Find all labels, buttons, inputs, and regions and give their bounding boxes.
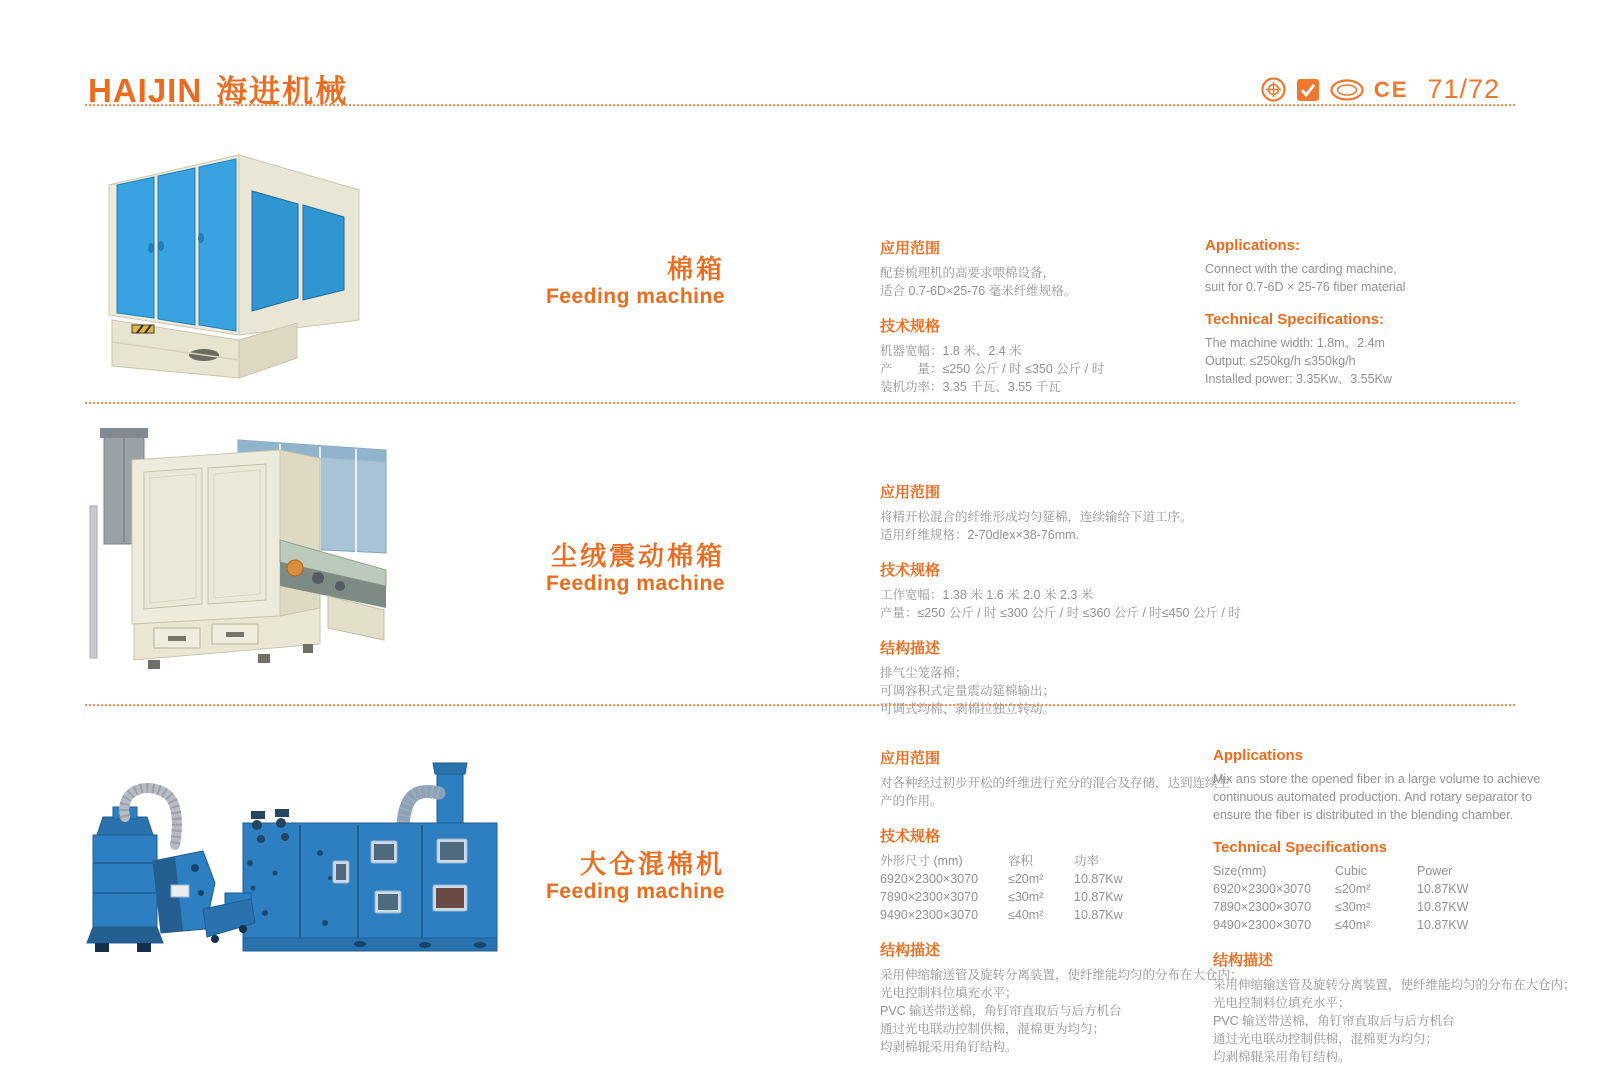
text-line: 产量：≤250 公斤 / 时 ≤300 公斤 / 时 ≤360 公斤 / 时≤450 公斤 / 时: [880, 606, 1241, 620]
table-cell: 10.87KW: [1417, 918, 1469, 932]
section-3-title: [425, 849, 725, 905]
spec-table: [1213, 862, 1563, 934]
structure-lines: [880, 664, 1240, 718]
text-line: 产的作用。: [880, 794, 943, 808]
spec-heading: 技术规格: [880, 318, 941, 335]
product-title-en: Feeding machine: [545, 572, 725, 595]
brand-logo-chinese: 海进机械: [216, 74, 349, 109]
table-cell: 10.87KW: [1417, 882, 1469, 896]
text-line: 适合 0.7-6D×25-76 毫米纤维规格。: [880, 284, 1077, 298]
text-line: The machine width: 1.8m、2.4m: [1205, 336, 1385, 350]
table-row: [1213, 898, 1563, 916]
text-line: continuous automated production. And rotary separator to: [1213, 790, 1532, 804]
table-cell: 9490×2300×3070: [880, 908, 979, 922]
table-cell: Power: [1417, 864, 1453, 878]
section-1-title: [425, 254, 725, 310]
machine-illustration-2: [88, 428, 393, 683]
table-row: [880, 870, 1210, 888]
application-block: [880, 237, 1200, 300]
structure-lines: [880, 966, 1243, 1056]
ce-mark-icon: CE: [1373, 76, 1409, 102]
text-line: 将精开松混合的纤维形成均匀筵棉，连续输给下道工序。: [880, 510, 1193, 524]
table-row: [880, 888, 1210, 906]
table-cell: ≤30m²: [1008, 890, 1044, 904]
text-line: 可调式均棉、剥棉拉独立转动。: [880, 702, 1056, 716]
spec-table: [880, 852, 1210, 924]
header-divider: [85, 104, 1515, 106]
product-title-en: Feeding machine: [545, 880, 725, 903]
text-line: 可调容积式定量震动筵棉输出；: [880, 684, 1056, 698]
table-cell: ≤30m²: [1335, 900, 1371, 914]
text-line: 通过光电联动控制供棉，混棉更为均匀；: [880, 1022, 1106, 1036]
table-cell: 10.87Kw: [1074, 872, 1123, 886]
structure-heading: 结构描述: [1213, 952, 1274, 969]
oval-badge-icon: [1329, 78, 1365, 102]
application-heading: Applications: [1213, 747, 1304, 764]
certification-area: [1260, 74, 1500, 105]
section-2-specs-cn: [880, 481, 1240, 733]
spec-heading: Technical Specifications: [1213, 839, 1387, 856]
spec-block: [1205, 311, 1545, 388]
application-lines: [880, 774, 1231, 810]
text-line: 对各种经过初步开松的纤维进行充分的混合及存储，达到连续生: [880, 776, 1231, 790]
table-cell: 6920×2300×3070: [880, 872, 979, 886]
spec-block: [880, 825, 1210, 924]
machine-photo-feeding-box: [82, 128, 412, 393]
text-line: 均剥棉辊采用角钉结构。: [1213, 1050, 1351, 1064]
text-line: 均剥棉辊采用角钉结构。: [880, 1040, 1018, 1054]
text-line: ensure the fiber is distributed in the blending chamber.: [1213, 808, 1514, 822]
application-block: [1205, 237, 1545, 296]
spec-lines: [880, 342, 1200, 396]
application-block: [880, 481, 1240, 544]
table-cell: 外形尺寸 (mm): [880, 854, 963, 868]
table-cell: 9490×2300×3070: [1213, 918, 1312, 932]
table-row: [880, 906, 1210, 924]
text-line: 工作宽幅：1.38 米 1.6 米 2.0 米 2.3 米: [880, 588, 1094, 602]
page-number: 71/72: [1427, 74, 1500, 104]
text-line: PVC 输送带送棉，角钉帘直取后与后方机台: [880, 1004, 1122, 1018]
text-line: suit for 0.7-6D × 25-76 fiber material: [1205, 280, 1406, 294]
text-line: 采用伸缩输送管及旋转分离装置，使纤维能均匀的分布在大仓内；: [880, 968, 1243, 982]
table-cell: 功率: [1074, 854, 1100, 868]
structure-block: [1213, 949, 1576, 1066]
application-lines: [880, 264, 1200, 300]
table-row: [1213, 916, 1563, 934]
table-cell: ≤40m²: [1335, 918, 1371, 932]
text-line: 光电控制料位填充水平；: [1213, 996, 1351, 1010]
application-heading: Applications:: [1205, 237, 1301, 254]
table-cell: ≤40m²: [1008, 908, 1044, 922]
machine-photo-vibrating-feeder: [88, 428, 393, 683]
seal-icon: [1260, 76, 1287, 103]
application-lines: [1205, 260, 1545, 296]
text-line: 机器宽幅：1.8 米、2.4 米: [880, 344, 1022, 358]
table-cell: ≤20m²: [1335, 882, 1371, 896]
table-cell: 容积: [1008, 854, 1034, 868]
text-line: 采用伸缩输送管及旋转分离装置，使纤维能均匀的分布在大仓内；: [1213, 978, 1576, 992]
section-divider: [85, 704, 1515, 706]
machine-illustration-1: [82, 128, 412, 393]
spec-lines: [1205, 334, 1545, 388]
table-cell: 6920×2300×3070: [1213, 882, 1312, 896]
table-cell: 7890×2300×3070: [1213, 900, 1312, 914]
application-lines: [1213, 770, 1563, 824]
check-badge-icon: [1296, 78, 1320, 102]
spec-lines: [880, 586, 1240, 622]
brand-logo-latin: HAIJIN: [88, 72, 203, 109]
product-title-cn: 尘绒震动棉箱: [550, 541, 725, 571]
product-title-cn: 大仓混棉机: [579, 849, 725, 879]
text-line: 产 量：≤250 公斤 / 时 ≤350 公斤 / 时: [880, 362, 1105, 376]
table-row: [1213, 862, 1563, 880]
section-1-specs-cn: [880, 237, 1200, 411]
text-line: Mix ans store the opened fiber in a large volume to achieve: [1213, 772, 1541, 786]
text-line: Output: ≤250kg/h ≤350kg/h: [1205, 354, 1356, 368]
spec-heading: 技术规格: [880, 562, 941, 579]
table-cell: ≤20m²: [1008, 872, 1044, 886]
structure-heading: 结构描述: [880, 640, 941, 657]
application-block: [1213, 747, 1563, 824]
text-line: Connect with the carding machine,: [1205, 262, 1397, 276]
section-divider: [85, 402, 1515, 404]
text-line: 通过光电联动控制供棉，混棉更为均匀；: [1213, 1032, 1439, 1046]
product-title-en: Feeding machine: [545, 285, 725, 308]
table-cell: Size(mm): [1213, 864, 1267, 878]
text-line: 配套梳理机的高要求喂棉设备，: [880, 266, 1056, 280]
text-line: Installed power: 3.35Kw、3.55Kw: [1205, 372, 1392, 386]
structure-lines: [1213, 976, 1576, 1066]
application-heading: 应用范围: [880, 484, 941, 501]
table-cell: 10.87Kw: [1074, 890, 1123, 904]
application-block: [880, 747, 1231, 810]
text-line: 装机功率：3.35 千瓦、3.55 千瓦: [880, 380, 1061, 394]
text-line: 适用纤维规格：2-70dlex×38-76mm.: [880, 528, 1080, 542]
table-row: [1213, 880, 1563, 898]
spec-block: [1213, 839, 1563, 934]
spec-block: [880, 559, 1240, 622]
application-lines: [880, 508, 1240, 544]
spec-block: [880, 315, 1200, 396]
application-heading: 应用范围: [880, 240, 941, 257]
application-heading: 应用范围: [880, 750, 941, 767]
text-line: PVC 输送带送棉，角钉帘直取后与后方机台: [1213, 1014, 1455, 1028]
table-cell: 10.87KW: [1417, 900, 1469, 914]
table-row: [880, 852, 1210, 870]
spec-heading: 技术规格: [880, 828, 941, 845]
structure-heading: 结构描述: [880, 942, 941, 959]
text-line: 排气尘笼落棉；: [880, 666, 968, 680]
table-cell: Cubic: [1335, 864, 1367, 878]
section-3-specs-en: [1213, 747, 1576, 1081]
text-line: 光电控制料位填充水平；: [880, 986, 1018, 1000]
spec-heading: Technical Specifications:: [1205, 311, 1384, 328]
section-1-specs-en: [1205, 237, 1545, 403]
table-cell: 7890×2300×3070: [880, 890, 979, 904]
structure-block: [880, 939, 1243, 1056]
product-title-cn: 棉箱: [666, 254, 725, 284]
table-cell: 10.87Kw: [1074, 908, 1123, 922]
section-2-title: [425, 541, 725, 597]
